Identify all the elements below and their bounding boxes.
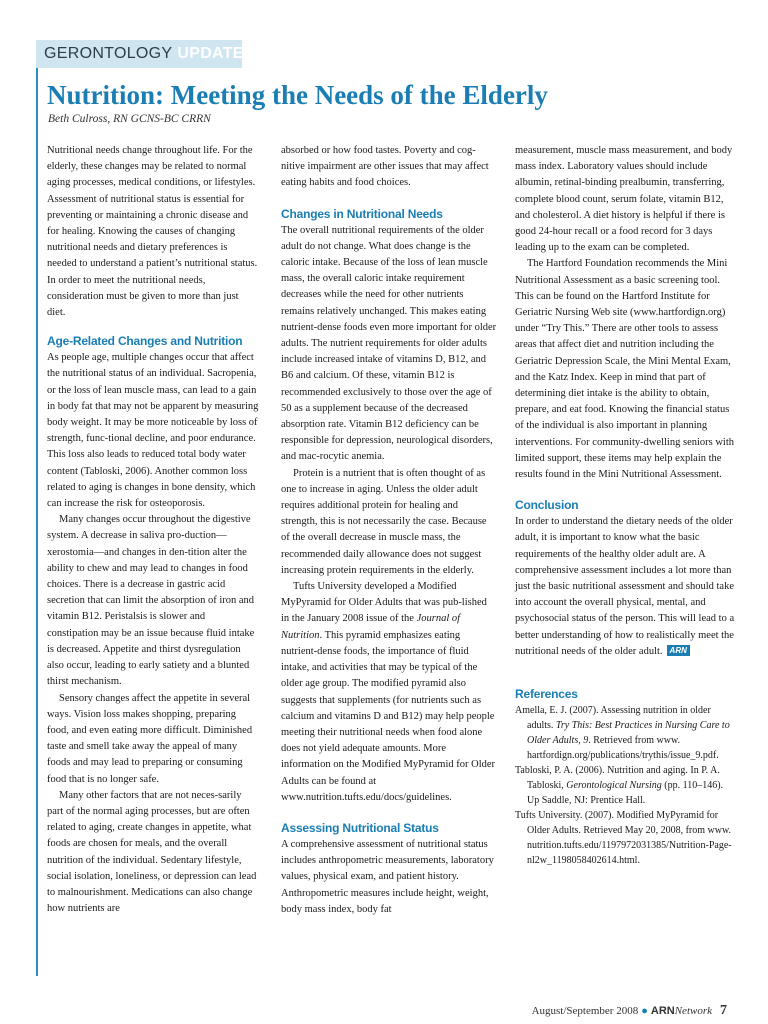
heading-conclusion: Conclusion (515, 498, 579, 513)
section-label: GERONTOLOGY (44, 45, 173, 62)
paragraph: The Hartford Foundation recommends the Mini Nutritional Assessment as a basic screening tool. This can be found on the Hartford Institute for Geriatric Nursing Web site (www.hartfordign.org) under “Try This.” There are other tools to assess areas that affect diet and nutrition including the Geriatric Depression Scale, the Mini Mental Exam, and the Katz Index. Keep in mind that part of determining diet intake is the ability to obtain, prepare, and eat food. Knowing the financial status of the individual is also important in planning interventions. For community-dwelling seniors with limited support, these items may help explain the results found in the Mini Nutritional Assessment. (515, 258, 735, 481)
column-2 (281, 143, 497, 918)
bullet-separator: ● (641, 1005, 648, 1017)
paragraph: The overall nutritional requirements of the older adult do not change. What does change is the caloric intake. Because of the loss of lean muscle mass, the overall caloric intake requirement decreases while the need for other nutrients remains relatively unchanged. This makes eating nutrient-dense foods even more important for older adults. The nutrient requirements for older adults include increased intake of vitamins D, B12, and B6 and calcium. Of these, vitamin B12 is recommended exclusively to those over the age of 50 as a supplement because of the decreased absorption rate. Vitamin B12 deficiency can be responsible for depression, neurological disorders, and mac-rocytic anemia. (281, 224, 497, 463)
publication-arn: ARN (650, 1005, 675, 1017)
article-author: Beth Culross, RN GCNS-BC CRRN (48, 113, 211, 125)
paragraph: Sensory changes affect the appetite in several ways. Vision loss makes shopping, preparing food, and even eating more difficult. Diminished taste and smell take away the appeal of many foods and may lead to preparing or consuming food that is no longer safe. (47, 692, 253, 785)
text-run: In order to understand the dietary needs of the older adult, it is important to know what the basic requirements of the healthy older adult are. A comprehensive assessment includes a lot more than just the basic nutritional assessment and should take into account the overall physical, mental, and psychosocial status of the person. This will lead to a better understanding of how to realistically meet the nutritional needs of the older adult. (515, 516, 735, 657)
issue-date: August/September 2008 (531, 1005, 639, 1017)
text-run: Amella, E. J. (2007). Assessing nutrition in older adults. (515, 705, 711, 732)
paragraph: Protein is a nutrient that is often thought of as one to increase in aging. Unless the older adult requires additional protein for healing and strength, this is not necessarily the case. Because of the overall decrease in muscle mass, the recommended daily allowance does not suggest increasing protein requirements in the elderly. (281, 467, 487, 576)
publication-network: Network (674, 1005, 712, 1017)
heading-changes-nutritional-needs: Changes in Nutritional Needs (281, 206, 443, 221)
paragraph (281, 579, 497, 806)
section-accent-label: UPDATE (177, 45, 244, 62)
text-run: Tufts University developed a Modified MyPyramid for Older Adults that was pub-lished in the January 2008 issue of the (281, 581, 487, 625)
paragraph: absorbed or how food tastes. Poverty and cog-nitive impairment are other issues that may affect eating habits and food choices. (281, 145, 489, 189)
column-1 (47, 143, 259, 917)
heading-references: References (515, 687, 578, 702)
section-banner (36, 40, 242, 68)
left-accent-rule (36, 40, 38, 976)
intro-paragraph: Nutritional needs change throughout life. For the elderly, these changes may be related to normal aging processes, medical conditions, or lifestyles. Assessment of nutritional status is essential for preventing or maintaining a chronic disease and for healing. Knowing the causes of changing nutritional needs and dietary preferences is needed to understand a patient’s nutritional status. In order to meet the nutritional needs, consideration must be given to more than just diet. (47, 145, 258, 319)
text-run: (pp. 110–146). Up Saddle, NJ: Prentice Hall. (527, 780, 724, 807)
column-3 (515, 143, 735, 868)
reference-title: Try This: Best Practices in Nursing Care to Older Adults, 9 (527, 720, 730, 747)
page-number: 7 (720, 1003, 727, 1018)
text-run: Tabloski, P. A. (2006). Nutrition and aging. In P. A. Tabloski, (515, 765, 720, 792)
reference-item (515, 763, 735, 808)
reference-item (515, 703, 735, 763)
arn-end-logo: ARN (667, 645, 690, 656)
article-title: Nutrition: Meeting the Needs of the Elderly (47, 80, 548, 110)
text-run: . This pyramid emphasizes eating nutrient-dense foods, the importance of fluid intake, and activities that may be typical of the older age group. The modified pyramid also suggests that supplements (for nutrients such as calcium and vitamins D and B12) may help people meeting their nutritional needs when food alone does not yield adequate amounts. More information on the Modified MyPyramid for Older Adults can be found at www.nutrition.tufts.edu/docs/guidelines. (281, 629, 496, 803)
heading-assessing-nutritional-status: Assessing Nutritional Status (281, 820, 439, 835)
paragraph: Many other factors that are not neces-sarily part of the normal aging processes, but are often related to aging, create changes in appetite, what foods are chosen for meals, and the overall nutrition of the individual. Sedentary lifestyle, social isolation, loneliness, or depression can lead to malnourishment. Medications can also change how nutrients are (47, 789, 257, 915)
text-run: . Retrieved from www. hartfordign.org/publications/trythis/issue_9.pdf. (527, 735, 719, 762)
paragraph: measurement, muscle mass measurement, and body mass index. Laboratory values should include albumin, retinal-binding prealbumin, transferring, complete blood count, serum folate, vitamin B12, and cholesterol. A diet history is helpful if there is good 24-hour recall or a food record for 3 days leading up to the exam can be completed. (515, 145, 733, 254)
paragraph: Many changes occur throughout the digestive system. A decrease in saliva pro-duction—xerostomia—and changes in den-tition alter the ability to chew and may lead to changes in food choices. There is a decrease in gastric acid secretion that can limit the absorption of iron and vitamin B12. Peristalsis is slower and constipation may be an issue because fluid intake is decreased. Appetite and thirst dysregulation also occur, leading to early satiety and a blunted thirst mechanism. (47, 514, 255, 688)
paragraph: A comprehensive assessment of nutritional status includes anthropometric measurements, laboratory values, physical exam, and patient history. Anthropometric measures include height, weight, body mass index, body fat (281, 838, 494, 915)
page-footer (532, 1003, 727, 1019)
paragraph (515, 514, 735, 660)
journal-name: Journal of Nutrition (281, 613, 461, 641)
reference-item: Tufts University. (2007). Modified MyPyramid for Older Adults. Retrieved May 20, 2008, from www. nutrition.tufts.edu/1197972031385/Nutrition-Page-nl2w_1198058402614.html. (515, 810, 732, 867)
reference-title: Gerontological Nursing (566, 780, 662, 792)
paragraph: As people age, multiple changes occur that affect the nutritional status of an individual. Sacropenia, or the loss of lean muscle mass, can lead to a gain in body fat that may not be apparent by measuring body weight. It may be more noticeable by loss of strength, func-tional decline, and poor endurance. This loss also leads to reduced total body water content (Tabloski, 2006). Another common loss related to aging is changes in bone density, which can increase the risk for osteoporosis. (47, 352, 259, 510)
heading-age-related-changes: Age-Related Changes and Nutrition (47, 334, 243, 349)
